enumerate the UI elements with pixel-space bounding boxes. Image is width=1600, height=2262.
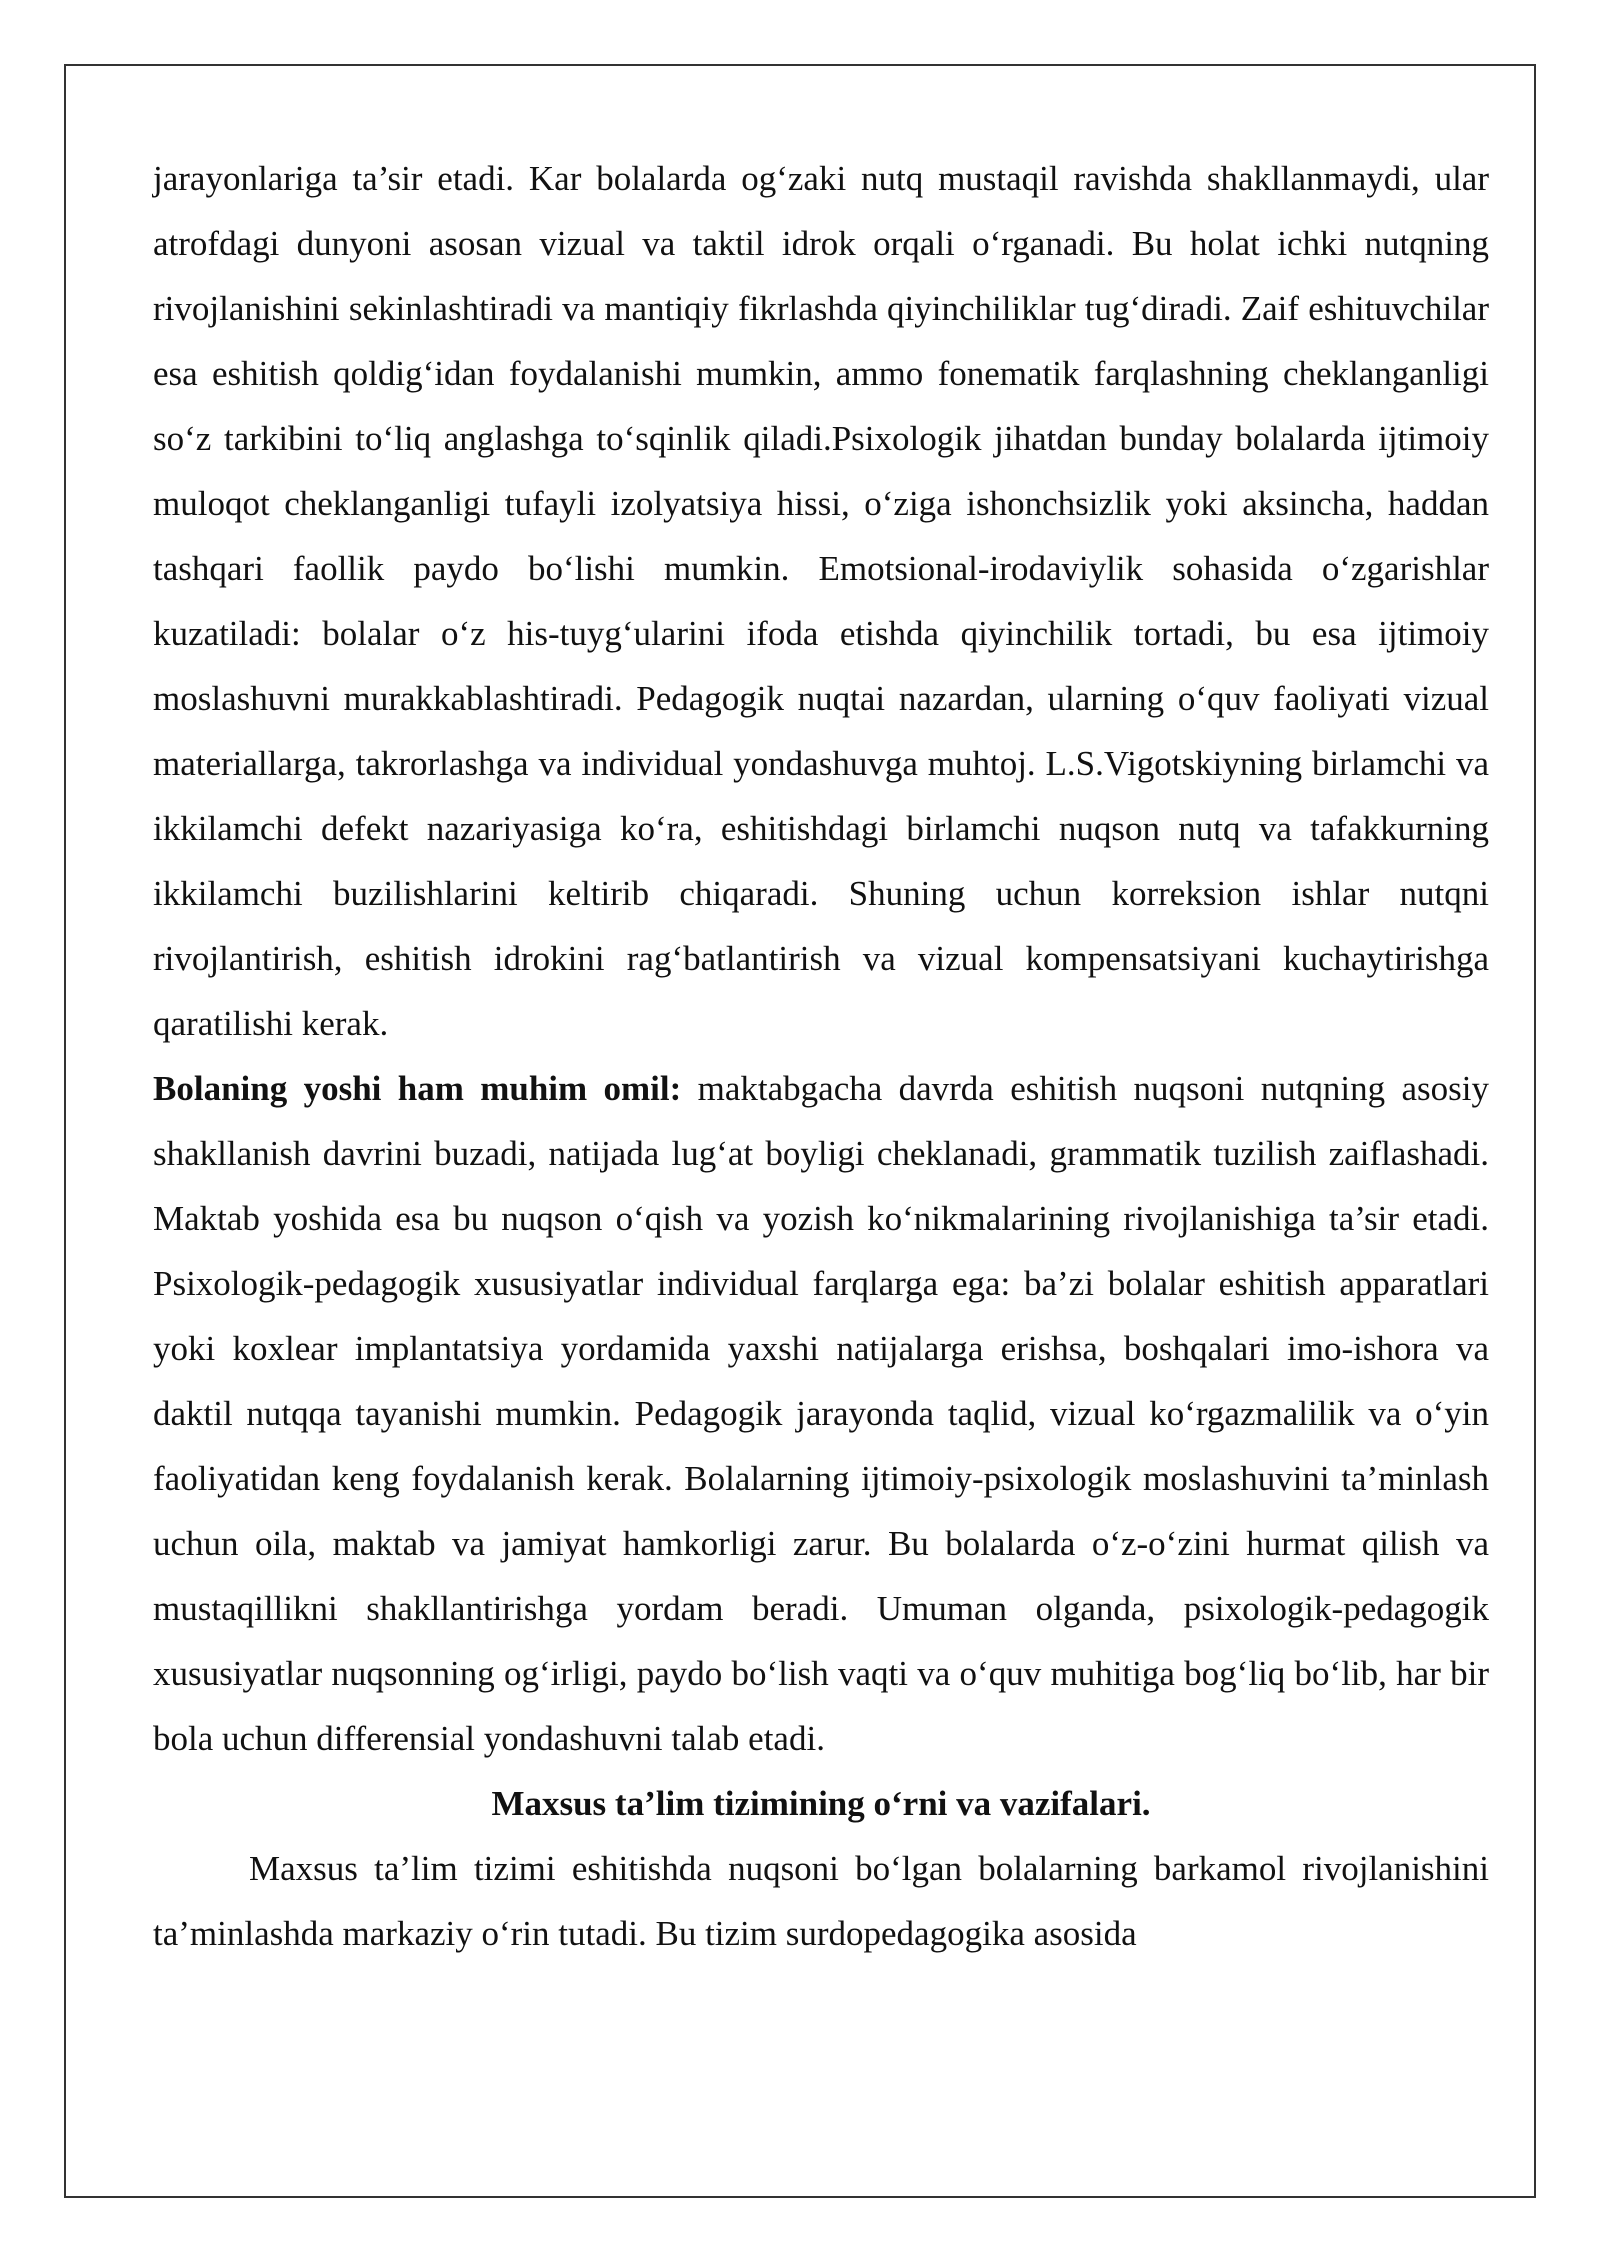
body-paragraph-1	[153, 146, 1489, 1056]
document-body	[153, 146, 1489, 1966]
body-paragraph-3	[153, 1836, 1489, 1966]
paragraph-2-text: maktabgacha davrda eshitish nuqsoni nutqning asosiy shakllanish davrini buzadi, natijada lug‘at boyligi cheklanadi, grammatik tuzilish zaiflashadi. Maktab yoshida esa bu nuqson o‘qish va yozish ko‘nikmalarining rivojlanishiga ta’sir etadi. Psixologik-pedagogik xususiyatlar individual farqlarga ega: ba’zi bolalar eshitish apparatlari yoki koxlear implantatsiya yordamida yaxshi natijalarga erishsa, boshqalari imo-ishora va daktil nutqqa tayanishi mumkin. Pedagogik jarayonda taqlid, vizual ko‘rgazmalilik va o‘yin faoliyatidan keng foydalanish kerak. Bolalarning ijtimoiy-psixologik moslashuvini ta’minlash uchun oila, maktab va jamiyat hamkorligi zarur. Bu bolalarda o‘z-o‘zini hurmat qilish va mustaqillikni shakllantirishga yordam beradi. Umuman olganda, psixologik-pedagogik xususiyatlar nuqsonning og‘irligi, paydo bo‘lish vaqti va o‘quv muhitiga bog‘liq bo‘lib, har bir bola uchun differensial yondashuvni talab etadi.	[153, 1069, 1489, 1758]
section-heading: Maxsus ta’lim tizimining o‘rni va vazifalari.	[491, 1784, 1151, 1823]
paragraph-2-bold-lead: Bolaning yoshi ham muhim omil:	[153, 1069, 682, 1108]
paragraph-1-text: jarayonlariga ta’sir etadi. Kar bolalarda og‘zaki nutq mustaqil ravishda shakllanmaydi, ular atrofdagi dunyoni asosan vizual va taktil idrok orqali o‘rganadi. Bu holat ichki nutqning rivojlanishini sekinlashtiradi va mantiqiy fikrlashda qiyinchiliklar tug‘diradi. Zaif eshituvchilar esa eshitish qoldig‘idan foydalanishi mumkin, ammo fonematik farqlashning cheklanganligi so‘z tarkibini to‘liq anglashga to‘sqinlik qiladi.Psixologik jihatdan bunday bolalarda ijtimoiy muloqot cheklanganligi tufayli izolyatsiya hissi, o‘ziga ishonchsizlik yoki aksincha, haddan tashqari faollik paydo bo‘lishi mumkin. Emotsional-irodaviylik sohasida o‘zgarishlar kuzatiladi: bolalar o‘z his-tuyg‘ularini ifoda etishda qiyinchilik tortadi, bu esa ijtimoiy moslashuvni murakkablashtiradi. Pedagogik nuqtai nazardan, ularning o‘quv faoliyati vizual materiallarga, takrorlashga va individual yondashuvga muhtoj. L.S.Vigotskiyning birlamchi va ikkilamchi defekt nazariyasiga ko‘ra, eshitishdagi birlamchi nuqson nutq va tafakkurning ikkilamchi buzilishlarini keltirib chiqaradi. Shuning uchun korreksion ishlar nutqni rivojlantirish, eshitish idrokini rag‘batlantirish va vizual kompensatsiyani kuchaytirishga qaratilishi kerak.	[153, 159, 1489, 1043]
body-paragraph-2	[153, 1056, 1489, 1771]
paragraph-3-text: Maxsus ta’lim tizimi eshitishda nuqsoni bo‘lgan bolalarning barkamol rivojlanishini ta’minlashda markaziy o‘rin tutadi. Bu tizim surdopedagogika asosida	[153, 1849, 1489, 1953]
